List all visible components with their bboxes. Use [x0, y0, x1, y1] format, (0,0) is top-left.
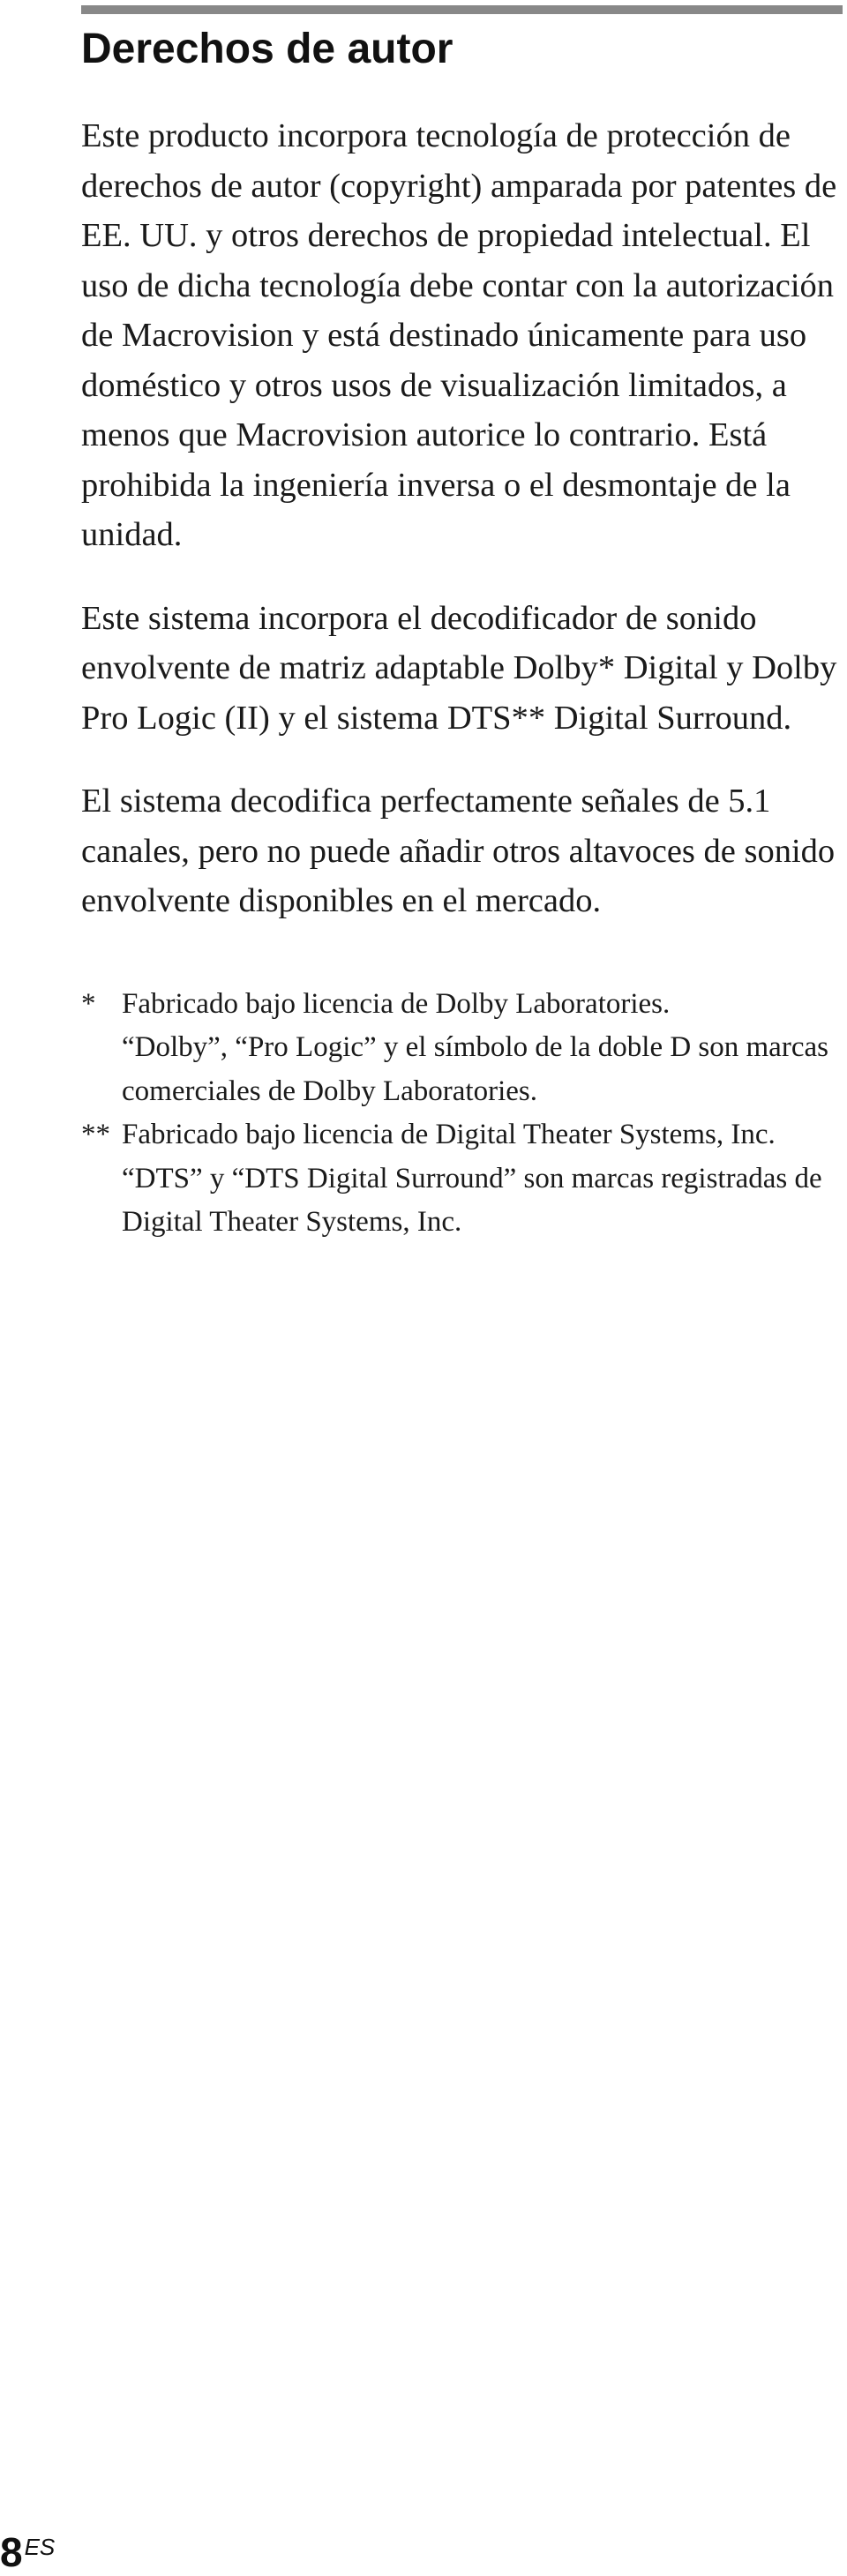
footnote-dolby [81, 983, 847, 1114]
footnote-body [122, 1113, 847, 1245]
footnote-dts [81, 1113, 847, 1245]
page-number-value: 8 [0, 2529, 23, 2575]
footnote-line: “Dolby”, “Pro Logic” y el símbolo de la doble D son marcas comerciales de Dolby Laboratories. [122, 1031, 828, 1107]
paragraph-copyright: Este producto incorpora tecnología de protección de derechos de autor (copyright) amparada por patentes de EE. UU. y otros derechos de propiedad intelectual. El uso de dicha tecnología debe contar con la autorización de Macrovision y está destinado únicamente para uso doméstico y otros usos de visualización limitados, a menos que Macrovision autorice lo contrario. Está prohibida la ingeniería inversa o el desmontaje de la unidad. [81, 117, 837, 553]
footnote-line: Fabricado bajo licencia de Digital Theater Systems, Inc. [122, 1119, 776, 1150]
page-content [81, 21, 847, 1245]
footnote-mark: ** [81, 1119, 110, 1150]
paragraph-channels: El sistema decodifica perfectamente señales de 5.1 canales, pero no puede añadir otros altavoces de sonido envolvente disponibles en el mercado. [81, 783, 836, 919]
footnote-line: “DTS” y “DTS Digital Surround” son marcas registradas de Digital Theater Systems, Inc. [122, 1162, 822, 1238]
footnote-line: Fabricado bajo licencia de Dolby Laboratories. [122, 987, 671, 1020]
paragraph-decoder: Este sistema incorpora el decodificador de sonido envolvente de matriz adaptable Dolby* Digital y Dolby Pro Logic (II) y el sistema DTS** Digital Surround. [81, 599, 837, 737]
page-language-code: ES [24, 2534, 56, 2560]
footnote-body [122, 983, 847, 1114]
footnotes [81, 983, 847, 1245]
footnote-mark: * [81, 987, 96, 1020]
top-rule [81, 5, 843, 14]
section-title: Derechos de autor [81, 26, 453, 72]
page-number [0, 2530, 55, 2574]
